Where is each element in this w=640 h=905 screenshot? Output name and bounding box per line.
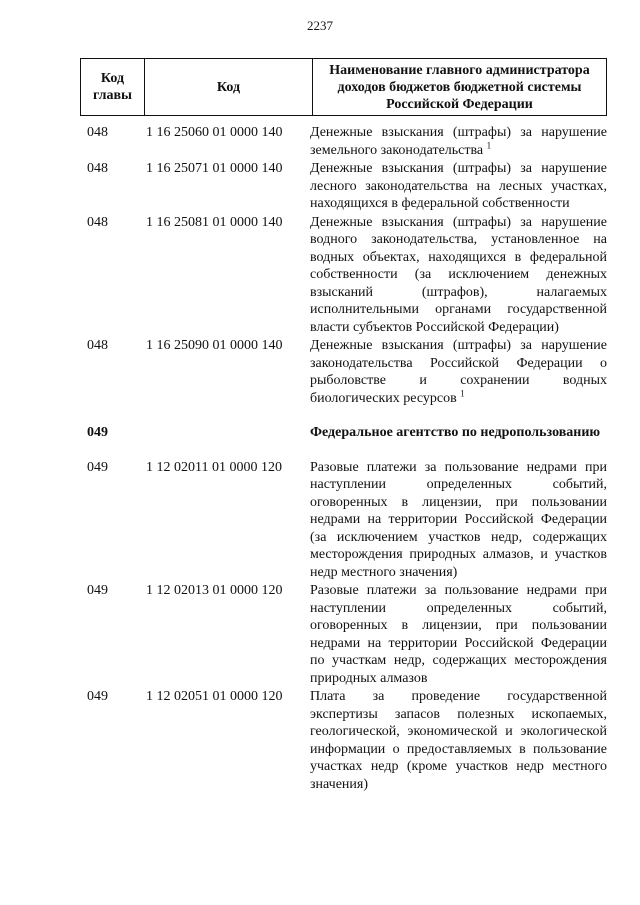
table-row [80,459,607,582]
administrator-name: Денежные взыскания (штрафы) за нарушение водного законодательства, установленное на водных объектах, находящихся в федеральной собственности (за исключением денежных взысканий (штрафов), налагаемых исполнительными органами государственной власти субъектов Российской Федерации) [310,214,607,335]
administrator-name: Плата за проведение государственной экспертизы запасов полезных ископаемых, геологической, экономической и экологической информации о предоставляемых в пользование участках недр (кроме участков недр местного значения) [310,689,607,792]
administrator-name: Разовые платежи за пользование недрами при наступлении определенных событий, оговоренных в лицензии, при пользовании недрами на территории Российской Федерации (за исключением участков недр, содержащих месторождения природных алмазов, и участков недр местного значения) [310,459,607,580]
table-row [80,160,607,213]
administrator-name: Денежные взыскания (штрафы) за нарушение лесного законодательства на лесных участках, находящихся в федеральной собственности [310,161,607,211]
administrator-name: Денежные взыскания (штрафы) за нарушение земельного законодательства $^1$ [310,125,607,158]
budget-code: 1 16 25090 01 0000 140 [146,338,283,353]
chapter-code: 049 [87,459,108,475]
table-row [80,124,607,159]
budget-code: 1 12 02013 01 0000 120 [146,583,283,598]
table-row [80,214,607,337]
footnote-marker: 1 [486,139,492,150]
chapter-code: 049 [87,689,108,704]
table-row [80,688,607,793]
page-number: 2237 [307,18,333,33]
budget-code: 1 16 25071 01 0000 140 [146,161,283,176]
chapter-code: 048 [87,125,108,140]
header-name: Наименование главного администратора доходов бюджетов бюджетной системы Российской Федерации [313,59,607,116]
budget-code: 1 16 25081 01 0000 140 [146,214,283,230]
administrator-name: Денежные взыскания (штрафы) за нарушение законодательства Российской Федерации о рыболовстве и сохранении водных биологических ресурсов $^1$ [310,338,607,406]
budget-code [142,424,310,442]
table-row [80,424,607,442]
table-row [80,582,607,687]
table-header [80,58,607,116]
header-chapter-code: Код главы [81,59,145,116]
table-body [80,124,607,793]
budget-code: 1 12 02051 01 0000 120 [146,689,283,704]
chapter-code: 049 [87,425,108,440]
table-row [80,337,607,407]
chapter-code: 048 [87,214,108,230]
footnote-marker: 1 [460,387,465,398]
chapter-code: 048 [87,161,108,176]
budget-code: 1 16 25060 01 0000 140 [146,125,283,140]
chapter-code: 049 [87,583,108,598]
chapter-code: 048 [87,338,108,353]
administrator-name: Разовые платежи за пользование недрами при наступлении определенных событий, оговоренных в лицензии, при пользовании недрами на территории Российской Федерации по участкам недр, содержащих месторождения природных алмазов [310,583,607,686]
agency-name: Федеральное агентство по недропользованию [310,425,601,440]
budget-code: 1 12 02011 01 0000 120 [146,459,282,475]
header-code: Код [145,59,313,116]
